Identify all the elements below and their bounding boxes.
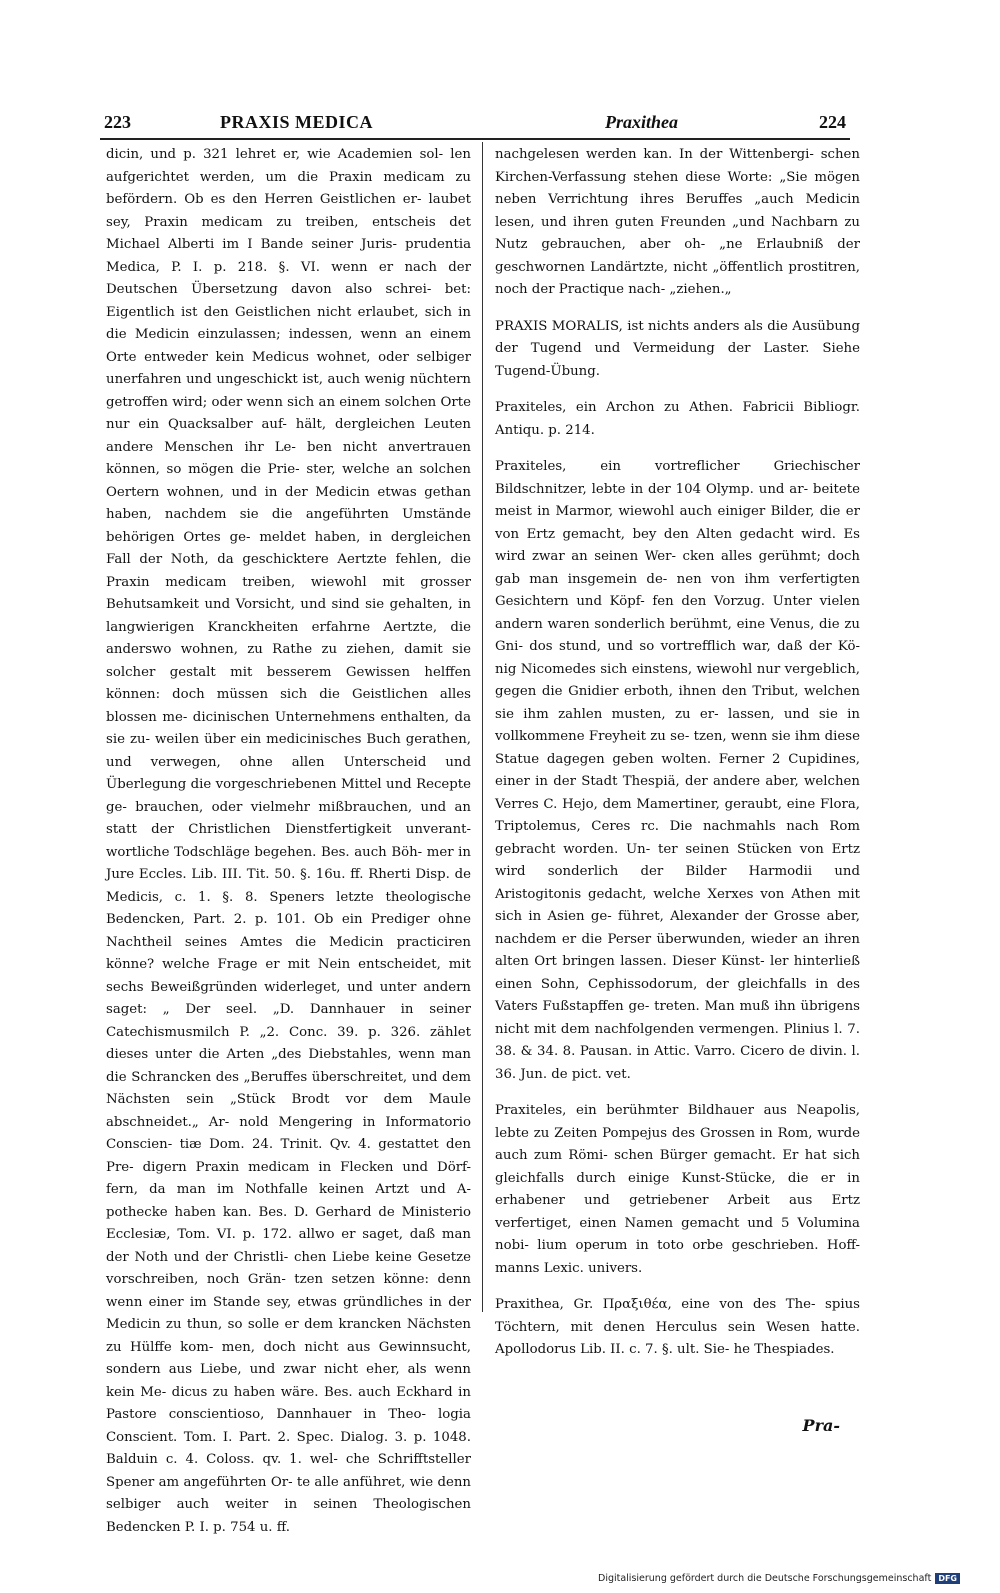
digitization-footer xyxy=(598,1573,960,1584)
entry-praxithea: Praxithea, Gr. Πραξιθέα, eine von des The- spius Töchtern, mit denen Herculus sein Wesen hatte. Apollodorus Lib. II. c. 7. §. ult. Sie- he Thespiades. xyxy=(495,1297,860,1357)
entry-praxiteles-archon: Praxiteles, ein Archon zu Athen. Fabricii Bibliogr. Antiqu. p. 214. xyxy=(495,400,860,438)
left-column xyxy=(106,144,471,1539)
entry-praxiteles-neapolis: Praxiteles, ein berühmter Bildhauer aus Neapolis, lebte zu Zeiten Pompejus des Grossen in Rom, wurde auch zum Römi- schen Bürger gemacht. Er hat sich gleichfalls durch einige Kunst-Stücke, die er in erhabener und getriebener Arbeit aus Ertz verfertiget, einen Namen gemacht und 5 Volumina nobi- lium operum in toto orbe geschrieben. Hoff- manns Lexic. univers. xyxy=(495,1103,860,1276)
right-column xyxy=(495,144,860,1362)
entry-continuation: nachgelesen werden kan. In der Wittenbergi- schen Kirchen-Verfassung stehen diese Worte: „Sie mögen neben Verrichtung ihres Beruffes „auch Medicin lesen, und ihren guten Freunden „und Nachbarn zu Nutz gebrauchen, aber oh- „ne Erlaubniß der geschwornen Landärtzte, nicht „öffentlich prostitren, noch der Practique nach- „ziehen.„ xyxy=(495,147,860,297)
running-title-right: Praxithea xyxy=(605,112,679,132)
entry-praxiteles-sculptor: Praxiteles, ein vortreflicher Griechischer Bildschnitzer, lebte in der 104 Olymp. und ar- beitete meist in Marmor, wiewohl auch einiger Bilder, die er von Ertz gemacht, bey den Alten gedacht wird. Es wird zwar an seinen Wer- cken alles gerühmt; doch gab man insgemein de- nen von ihm verfertigten Gesichtern und Köpf- fen den Vorzug. Unter vielen andern waren sonderlich berühmt, eine Venus, die zu Gni- dos stund, und so vortrefflich war, daß der Kö- nig Nicomedes sich einstens, wiewohl nur vergeblich, gegen die Gnidier erboth, ihnen den Tribut, welchen sie ihm zahlen musten, zu er- lassen, und sie in vollkommene Freyheit zu se- tzen, wenn sie ihm diese Statue dagegen geben wolten. Ferner 2 Cupidines, einer in der Stadt Thespiä, der andere aber, welchen Verres C. Hejo, dem Mamertiner, geraubt, eine Flora, Triptolemus, Ceres rc. Die nachmahls nach Rom gebracht worden. Un- ter seinen Stücken von Ertz wird sonderlich der Bilder Harmodii und Aristogitonis gedacht, welche Xerxes von Athen mit sich in Asien ge- führet, Alexander der Grosse aber, nachdem er die Perser überwunden, wieder an ihren alten Ort bringen lassen. Dieser Künst- ler hinterließ einen Sohn, Cephissodorum, der gleichfalls in des Vaters Fußstapffen ge- treten. Man muß ihn übrigens nicht mit dem nachfolgenden vermengen. Plinius l. 7. 38. & 34. 8. Pausan. in Attic. Varro. Cicero de divin. l. 36. Jun. de pict. vet. xyxy=(495,459,860,1082)
page-number-right: 224 xyxy=(819,112,846,132)
running-title-left: PRAXIS MEDICA xyxy=(220,112,374,132)
left-column-text: dicin, und p. 321 lehret er, wie Academien sol- len aufgerichtet werden, um die Praxin medicam zu befördern. Ob es den Herren Geistlichen er- laubet sey, Praxin medicam zu treiben, entscheis det Michael Alberti im I Bande seiner Juris- prudentia Medica, P. I. p. 218. §. VI. wenn er nach der Deutschen Übersetzung davon also schrei- bet: Eigentlich ist den Geistlichen nicht erlaubet, sich in die Medicin einzulassen; indessen, wenn an einem Orte entweder kein Medicus wohnet, oder selbiger unerfahren und ungeschickt ist, auch wenig nüchtern getroffen wird; oder wenn sich an einem solchen Orte nur ein Quacksalber auf- hält, dergleichen Leuten andere Menschen ihr Le- ben nicht anvertrauen können, so mögen die Prie- ster, welche an solchen Oertern wohnen, und in der Medicin etwas gethan haben, nachdem sie die angeführten Umstände behörigen Ortes ge- meldet haben, in dergleichen Fall der Noth, da geschicktere Aertzte fehlen, die Praxin medicam treiben, wiewohl mit grosser Behutsamkeit und Vorsicht, und sind sie gehalten, in langwierigen Kranckheiten erfahrne Aertzte, die anderswo wohnen, zu Rathe zu ziehen, damit sie solcher gestalt mit besserem Gewissen helffen können: doch müssen sich die Geistlichen alles blossen me- dicinischen Unternehmens enthalten, da sie zu- weilen über ein medicinisches Buch gerathen, und verwegen, ohne allen Unterscheid und Überlegung die vorgeschriebenen Mittel und Recepte ge- brauchen, oder vielmehr mißbrauchen, und an statt der Christlichen Dienstfertigkeit unverant- wortliche Todschläge begehen. Bes. auch Böh- mer in Jure Eccles. Lib. III. Tit. 50. §. 16u. ff. Rherti Disp. de Medicis, c. 1. §. 8. Speners letzte theologische Bedencken, Part. 2. p. 101. Ob ein Prediger ohne Nachtheil seines Amtes die Medicin practiciren könne? welche Frage er mit Nein entscheidet, mit sechs Beweißgründen widerleget, und unter andern saget: „ Der seel. „D. Dannhauer in seiner Catechismusmilch P. „2. Conc. 39. p. 326. zählet dieses unter die Arten „des Diebstahles, wenn man die Schrancken des „Beruffes überschreitet, und dem Nächsten sein „Stück Brodt vor dem Maule abschneidet.„ Ar- nold Mengering in Informatorio Conscien- tiæ Dom. 24. Trinit. Qv. 4. gestattet den Pre- digern Praxin medicam in Flecken und Dörf- fern, da man im Nothfalle keinen Artzt und A- potheckе haben kan. Bes. D. Gerhard de Ministerio Ecclesiæ, Tom. VI. p. 172. allwo er saget, daß man der Noth und der Christli- chen Liebe keine Gesetze vorschreiben, noch Grän- tzen setzen könne: denn wenn einer im Stande sey, etwas gründliches in der Medicin zu thun, so solle er dem krancken Nächsten zu Hülffe kom- men, doch nicht aus Gewinnsucht, sondern aus Liebe, und zwar nicht eher, als wenn kein Me- dicus zu haben wäre. Bes. auch Eckhard in Pastore conscientioso, Dannhauer in Theo- logia Conscient. Tom. I. Part. 2. Spec. Dialog. 3. p. 1048. Balduin c. 4. Coloss. qv. 1. wel- che Schrifftsteller Spener am angeführten Or- te alle anführet, wie denn selbiger auch weiter in seinen Theologischen Bedencken P. I. p. 754 u. ff. xyxy=(106,147,471,1535)
page-header xyxy=(100,108,850,140)
entry-praxis-moralis: PRAXIS MORALIS, ist nichts anders als die Ausübung der Tugend und Vermeidung der Laster. Siehe Tugend-Übung. xyxy=(495,318,860,379)
dfg-logo-icon: DFG xyxy=(935,1573,960,1584)
catchword: Pra- xyxy=(802,1416,840,1435)
document-page xyxy=(100,108,860,1535)
footer-text: Digitalisierung gefördert durch die Deutsche Forschungsgemeinschaft xyxy=(598,1573,932,1584)
page-number-left: 223 xyxy=(104,112,131,132)
column-divider xyxy=(482,142,483,1312)
